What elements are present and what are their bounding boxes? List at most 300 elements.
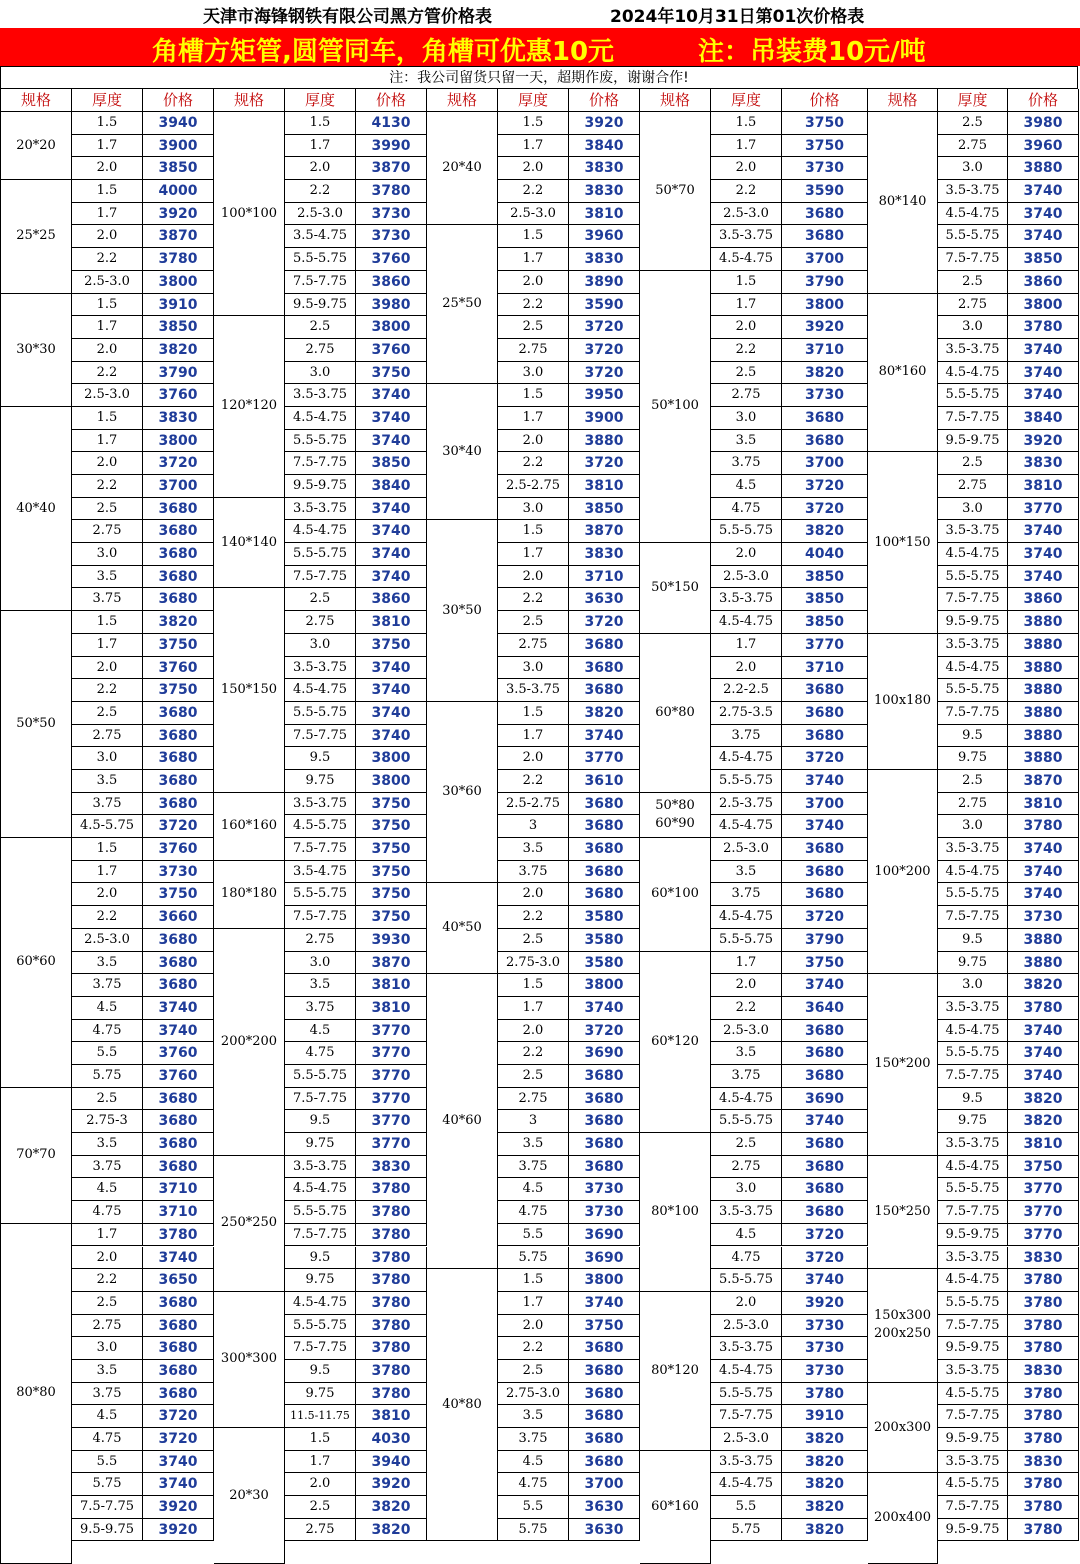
price-cell: 3770 — [1008, 1178, 1079, 1201]
thickness-cell: 3.5-3.75 — [711, 1451, 782, 1474]
thickness-cell: 2.2 — [72, 1269, 143, 1292]
thickness-cell: 7.5-7.75 — [938, 1405, 1008, 1428]
thickness-cell: 4.5-4.75 — [711, 906, 782, 929]
thickness-cell: 7.5-7.75 — [285, 452, 356, 475]
thickness-cell: 2.0 — [72, 883, 143, 906]
price-cell: 3910 — [143, 294, 214, 317]
price-cell: 3920 — [143, 1519, 214, 1542]
thickness-cell: 2.5 — [285, 588, 356, 611]
price-cell: 3850 — [356, 452, 427, 475]
thickness-cell: 1.7 — [72, 861, 143, 884]
thickness-cell: 2.5-2.75 — [498, 793, 569, 816]
spec-label: 60*100 — [640, 838, 711, 951]
thickness-cell: 1.5 — [711, 271, 782, 294]
thickness-cell: 2.5-3.0 — [711, 838, 782, 861]
price-cell: 3680 — [569, 1451, 640, 1474]
spec-label: 200x400 — [868, 1473, 938, 1564]
price-cell: 3630 — [569, 1496, 640, 1519]
spec-label: 160*160 — [214, 793, 285, 861]
price-cell: 3720 — [569, 339, 640, 362]
thickness-cell: 3.0 — [711, 1178, 782, 1201]
thickness-cell: 2.75 — [711, 384, 782, 407]
column-header: 厚度 — [938, 89, 1008, 112]
price-cell: 3740 — [143, 1473, 214, 1496]
price-cell: 3960 — [1008, 135, 1079, 158]
price-cell: 3680 — [782, 679, 868, 702]
thickness-cell: 2.75 — [285, 1519, 356, 1542]
thickness-cell: 4.5 — [72, 997, 143, 1020]
price-cell: 3800 — [356, 770, 427, 793]
thickness-cell: 3.0 — [498, 498, 569, 521]
price-cell: 3810 — [1008, 793, 1079, 816]
price-cell: 3880 — [1008, 725, 1079, 748]
price-cell: 3690 — [782, 1088, 868, 1111]
thickness-cell: 2.2 — [711, 180, 782, 203]
price-cell: 3770 — [356, 1110, 427, 1133]
price-cell: 3690 — [569, 1247, 640, 1270]
thickness-cell: 7.5-7.75 — [285, 271, 356, 294]
thickness-cell: 3.75 — [498, 861, 569, 884]
thickness-cell: 3.0 — [498, 657, 569, 680]
price-cell: 3780 — [1008, 1496, 1079, 1519]
price-cell: 3860 — [1008, 588, 1079, 611]
spec-label: 150*150 — [214, 588, 285, 792]
price-cell: 3810 — [569, 203, 640, 226]
column-header: 价格 — [356, 89, 427, 112]
thickness-cell: 3.75 — [711, 883, 782, 906]
thickness-cell: 3.5-3.75 — [938, 1451, 1008, 1474]
column-header: 规格 — [868, 89, 938, 112]
price-cell: 3710 — [782, 339, 868, 362]
price-cell: 3780 — [1008, 815, 1079, 838]
price-cell: 3780 — [356, 1315, 427, 1338]
spec-label: 200x300 — [868, 1383, 938, 1474]
spec-label: 150*200 — [868, 974, 938, 1156]
price-cell: 3850 — [1008, 248, 1079, 271]
thickness-cell: 9.5-9.75 — [938, 1428, 1008, 1451]
price-cell: 3740 — [356, 498, 427, 521]
price-cell: 3750 — [356, 906, 427, 929]
price-cell: 3810 — [569, 475, 640, 498]
thickness-cell: 2.0 — [72, 339, 143, 362]
price-cell: 3880 — [1008, 657, 1079, 680]
thickness-cell: 4.5 — [711, 1224, 782, 1247]
spec-label: 80*140 — [868, 112, 938, 294]
thickness-cell: 2.75 — [498, 1088, 569, 1111]
spec-label: 100*200 — [868, 770, 938, 974]
thickness-cell: 3.0 — [711, 407, 782, 430]
price-cell: 3740 — [1008, 838, 1079, 861]
price-cell: 3740 — [569, 725, 640, 748]
thickness-cell: 9.5 — [285, 1360, 356, 1383]
thickness-cell: 3.5-3.75 — [285, 1156, 356, 1179]
thickness-cell: 5.5-5.75 — [711, 770, 782, 793]
price-cell: 3680 — [569, 1337, 640, 1360]
spec-label: 80*100 — [640, 1133, 711, 1292]
thickness-cell: 5.5 — [711, 1496, 782, 1519]
price-cell: 3680 — [143, 1383, 214, 1406]
thickness-cell: 2.5 — [938, 770, 1008, 793]
thickness-cell: 3.5 — [72, 952, 143, 975]
price-cell: 3820 — [1008, 974, 1079, 997]
price-cell: 3680 — [143, 1360, 214, 1383]
price-cell: 3720 — [782, 1247, 868, 1270]
price-cell: 3820 — [782, 362, 868, 385]
column-header: 价格 — [782, 89, 868, 112]
thickness-cell: 2.5-3.0 — [72, 384, 143, 407]
thickness-cell: 5.5-5.75 — [938, 1292, 1008, 1315]
thickness-cell: 1.5 — [72, 294, 143, 317]
price-cell: 3680 — [782, 838, 868, 861]
thickness-cell: 2.2 — [498, 770, 569, 793]
price-cell: 3720 — [143, 452, 214, 475]
price-cell: 3920 — [1008, 430, 1079, 453]
thickness-cell: 2.2 — [285, 180, 356, 203]
price-cell: 3680 — [143, 1133, 214, 1156]
thickness-cell: 3.75 — [498, 1428, 569, 1451]
price-cell: 3740 — [356, 725, 427, 748]
price-cell: 3780 — [143, 248, 214, 271]
price-cell: 3680 — [782, 861, 868, 884]
price-cell: 3740 — [782, 815, 868, 838]
price-cell: 3980 — [356, 294, 427, 317]
thickness-cell: 9.5 — [938, 1088, 1008, 1111]
price-cell: 3760 — [143, 384, 214, 407]
thickness-cell: 9.5-9.75 — [938, 1519, 1008, 1542]
price-cell: 3580 — [569, 906, 640, 929]
price-cell: 3750 — [356, 838, 427, 861]
price-cell: 3820 — [1008, 1110, 1079, 1133]
thickness-cell: 4.5-4.75 — [711, 248, 782, 271]
thickness-cell: 1.5 — [72, 407, 143, 430]
price-cell: 3840 — [569, 135, 640, 158]
price-cell: 3680 — [143, 1315, 214, 1338]
price-cell: 3680 — [143, 725, 214, 748]
thickness-cell: 3.5 — [285, 974, 356, 997]
price-cell: 3820 — [782, 1473, 868, 1496]
price-cell: 3930 — [356, 929, 427, 952]
price-cell: 3880 — [1008, 702, 1079, 725]
thickness-cell: 3.5-3.75 — [711, 1201, 782, 1224]
price-cell: 3590 — [569, 294, 640, 317]
price-cell: 3720 — [143, 1428, 214, 1451]
price-cell: 3740 — [1008, 384, 1079, 407]
thickness-cell: 2.75-3.0 — [498, 952, 569, 975]
thickness-cell: 1.5 — [498, 1269, 569, 1292]
price-cell: 3750 — [782, 112, 868, 135]
price-cell: 3740 — [143, 1247, 214, 1270]
thickness-cell: 9.5-9.75 — [938, 1337, 1008, 1360]
thickness-cell: 5.5-5.75 — [711, 1269, 782, 1292]
price-cell: 3680 — [569, 861, 640, 884]
price-cell: 3680 — [143, 702, 214, 725]
thickness-cell: 3.0 — [498, 362, 569, 385]
price-cell: 3800 — [356, 316, 427, 339]
thickness-cell: 3.5 — [498, 838, 569, 861]
thickness-cell: 9.5 — [285, 1247, 356, 1270]
thickness-cell: 4.5 — [498, 1451, 569, 1474]
thickness-cell: 1.7 — [498, 407, 569, 430]
thickness-cell: 2.5 — [72, 498, 143, 521]
thickness-cell: 2.75 — [938, 294, 1008, 317]
thickness-cell: 5.5-5.75 — [711, 520, 782, 543]
price-cell: 3680 — [143, 566, 214, 589]
thickness-cell: 11.5-11.75 — [285, 1405, 356, 1428]
thickness-cell: 2.2 — [72, 362, 143, 385]
thickness-cell: 2.5-3.0 — [72, 271, 143, 294]
thickness-cell: 9.5-9.75 — [72, 1519, 143, 1542]
thickness-cell: 4.5-4.75 — [938, 1269, 1008, 1292]
price-cell: 3630 — [569, 588, 640, 611]
price-cell: 3800 — [143, 271, 214, 294]
price-cell: 3750 — [782, 952, 868, 975]
date-title: 2024年10月31日第01次价格表 — [610, 7, 865, 27]
thickness-cell: 3.75 — [72, 1383, 143, 1406]
thickness-cell: 5.5-5.75 — [285, 430, 356, 453]
thickness-cell: 3 — [498, 1110, 569, 1133]
thickness-cell: 2.0 — [498, 271, 569, 294]
price-cell: 3720 — [782, 906, 868, 929]
price-cell: 3780 — [356, 1201, 427, 1224]
price-cell: 3700 — [782, 452, 868, 475]
price-cell: 3860 — [1008, 271, 1079, 294]
price-cell: 3820 — [356, 1496, 427, 1519]
thickness-cell: 3.5-3.75 — [938, 1133, 1008, 1156]
price-cell: 3730 — [356, 203, 427, 226]
thickness-cell: 3.0 — [72, 1337, 143, 1360]
price-cell: 3780 — [1008, 1315, 1079, 1338]
thickness-cell: 9.5-9.75 — [285, 294, 356, 317]
thickness-cell: 2.75 — [72, 725, 143, 748]
thickness-cell: 2.0 — [711, 1292, 782, 1315]
thickness-cell: 3.75 — [72, 1156, 143, 1179]
thickness-cell: 1.7 — [498, 543, 569, 566]
thickness-cell: 2.2 — [72, 475, 143, 498]
thickness-cell: 4.5-4.75 — [938, 861, 1008, 884]
thickness-cell: 5.5 — [72, 1042, 143, 1065]
thickness-cell: 2.2 — [711, 997, 782, 1020]
spec-label: 60*120 — [640, 952, 711, 1134]
price-cell: 3720 — [569, 316, 640, 339]
price-cell: 3730 — [143, 861, 214, 884]
price-cell: 3810 — [356, 1405, 427, 1428]
thickness-cell: 2.75 — [711, 1156, 782, 1179]
thickness-cell: 3.75 — [498, 1156, 569, 1179]
price-cell: 4030 — [356, 1428, 427, 1451]
price-cell: 3880 — [569, 430, 640, 453]
thickness-cell: 3.75 — [711, 1065, 782, 1088]
thickness-cell: 2.5-3.0 — [711, 566, 782, 589]
thickness-cell: 4.5-4.75 — [711, 1360, 782, 1383]
thickness-cell: 7.5-7.75 — [72, 1496, 143, 1519]
price-cell: 3680 — [569, 1405, 640, 1428]
thickness-cell: 9.5 — [938, 725, 1008, 748]
price-cell: 3740 — [356, 430, 427, 453]
spec-label: 50*80 60*90 — [640, 793, 711, 838]
price-cell: 3680 — [569, 1156, 640, 1179]
thickness-cell: 3.0 — [938, 815, 1008, 838]
price-cell: 3590 — [782, 180, 868, 203]
thickness-cell: 9.5 — [938, 929, 1008, 952]
thickness-cell: 9.75 — [285, 1269, 356, 1292]
thickness-cell: 3.5 — [72, 566, 143, 589]
thickness-cell: 2.0 — [498, 747, 569, 770]
price-cell: 3730 — [569, 1201, 640, 1224]
price-cell: 3730 — [356, 225, 427, 248]
thickness-cell: 2.5-3.0 — [285, 203, 356, 226]
price-cell: 3740 — [1008, 861, 1079, 884]
thickness-cell: 7.5-7.75 — [285, 906, 356, 929]
price-cell: 4000 — [143, 180, 214, 203]
thickness-cell: 3.5-3.75 — [938, 520, 1008, 543]
price-cell: 3920 — [143, 203, 214, 226]
thickness-cell: 2.5 — [498, 1360, 569, 1383]
price-cell: 3800 — [569, 974, 640, 997]
thickness-cell: 2.2 — [498, 906, 569, 929]
thickness-cell: 4.75 — [72, 1201, 143, 1224]
thickness-cell: 4.5 — [72, 1405, 143, 1428]
price-cell: 3920 — [569, 112, 640, 135]
thickness-cell: 7.5-7.75 — [938, 906, 1008, 929]
thickness-cell: 2.5 — [938, 112, 1008, 135]
price-cell: 3880 — [1008, 952, 1079, 975]
thickness-cell: 4.5-4.75 — [938, 1020, 1008, 1043]
price-cell: 3780 — [1008, 997, 1079, 1020]
thickness-cell: 3.75 — [72, 588, 143, 611]
price-cell: 3750 — [1008, 1156, 1079, 1179]
price-cell: 3800 — [356, 747, 427, 770]
spec-label: 50*100 — [640, 271, 711, 543]
thickness-cell: 3.0 — [285, 362, 356, 385]
thickness-cell: 7.5-7.75 — [938, 588, 1008, 611]
thickness-cell: 3.5-4.75 — [285, 861, 356, 884]
thickness-cell: 3.5-3.75 — [938, 339, 1008, 362]
price-cell: 3770 — [1008, 1201, 1079, 1224]
thickness-cell: 2.5 — [711, 362, 782, 385]
price-cell: 3800 — [1008, 294, 1079, 317]
thickness-cell: 1.7 — [711, 952, 782, 975]
thickness-cell: 3.0 — [72, 543, 143, 566]
thickness-cell: 3.5-3.75 — [938, 1247, 1008, 1270]
thickness-cell: 3.5 — [72, 770, 143, 793]
price-cell: 3750 — [143, 634, 214, 657]
thickness-cell: 1.7 — [72, 430, 143, 453]
thickness-cell: 4.75 — [72, 1428, 143, 1451]
thickness-cell: 2.5 — [72, 1292, 143, 1315]
thickness-cell: 3 — [498, 815, 569, 838]
price-cell: 3720 — [569, 362, 640, 385]
price-cell: 3770 — [356, 1042, 427, 1065]
thickness-cell: 3.0 — [938, 316, 1008, 339]
price-cell: 3770 — [356, 1065, 427, 1088]
thickness-cell: 2.5-3.0 — [711, 1020, 782, 1043]
thickness-cell: 2.0 — [498, 1315, 569, 1338]
price-cell: 3680 — [569, 883, 640, 906]
thickness-cell: 5.5-5.75 — [285, 248, 356, 271]
spec-label: 80*160 — [868, 294, 938, 453]
thickness-cell: 2.0 — [711, 316, 782, 339]
thickness-cell: 2.0 — [711, 157, 782, 180]
thickness-cell: 9.5-9.75 — [938, 430, 1008, 453]
spec-label: 20*30 — [214, 1428, 285, 1564]
thickness-cell: 5.75 — [72, 1065, 143, 1088]
price-cell: 3750 — [569, 1315, 640, 1338]
thickness-cell: 2.0 — [72, 452, 143, 475]
thickness-cell: 4.5-4.75 — [711, 611, 782, 634]
thickness-cell: 4.5-4.75 — [938, 543, 1008, 566]
price-cell: 3740 — [1008, 225, 1079, 248]
spec-label: 140*140 — [214, 498, 285, 589]
thickness-cell: 1.7 — [711, 135, 782, 158]
thickness-cell: 2.5 — [938, 452, 1008, 475]
thickness-cell: 2.5 — [498, 316, 569, 339]
thickness-cell: 7.5-7.75 — [285, 725, 356, 748]
thickness-cell: 4.5 — [711, 475, 782, 498]
price-cell: 3870 — [143, 225, 214, 248]
spec-label: 30*30 — [0, 294, 72, 407]
price-cell: 3750 — [356, 793, 427, 816]
price-cell: 3850 — [782, 566, 868, 589]
price-cell: 3680 — [569, 634, 640, 657]
spec-label: 20*40 — [427, 112, 498, 225]
price-cell: 3780 — [782, 1383, 868, 1406]
price-cell: 3580 — [569, 952, 640, 975]
price-cell: 3760 — [143, 1065, 214, 1088]
thickness-cell: 2.2 — [72, 679, 143, 702]
thickness-cell: 5.5-5.75 — [711, 1110, 782, 1133]
thickness-cell: 3.5 — [711, 1042, 782, 1065]
thickness-cell: 2.0 — [711, 974, 782, 997]
price-cell: 3740 — [1008, 520, 1079, 543]
thickness-cell: 9.75 — [938, 1110, 1008, 1133]
thickness-cell: 5.5-5.75 — [711, 929, 782, 952]
thickness-cell: 3.5-3.75 — [938, 634, 1008, 657]
thickness-cell: 2.75 — [938, 135, 1008, 158]
thickness-cell: 4.5-4.75 — [938, 657, 1008, 680]
price-cell: 3740 — [356, 702, 427, 725]
price-cell: 3980 — [1008, 112, 1079, 135]
thickness-cell: 1.7 — [285, 135, 356, 158]
thickness-cell: 5.5-5.75 — [938, 1178, 1008, 1201]
price-cell: 3760 — [143, 1042, 214, 1065]
price-cell: 3740 — [782, 770, 868, 793]
thickness-cell: 5.75 — [498, 1247, 569, 1270]
thickness-cell: 2.2 — [498, 180, 569, 203]
thickness-cell: 5.5-5.75 — [938, 384, 1008, 407]
thickness-cell: 2.5-2.75 — [498, 475, 569, 498]
thickness-cell: 2.0 — [72, 225, 143, 248]
price-cell: 3820 — [782, 1519, 868, 1542]
thickness-cell: 3.5 — [711, 430, 782, 453]
price-cell: 3840 — [1008, 407, 1079, 430]
thickness-cell: 5.5-5.75 — [938, 566, 1008, 589]
column-header: 规格 — [0, 89, 72, 112]
price-cell: 3710 — [143, 1201, 214, 1224]
spec-label: 60*80 — [640, 634, 711, 793]
price-cell: 3730 — [569, 1178, 640, 1201]
column-header: 规格 — [640, 89, 711, 112]
thickness-cell: 2.2 — [498, 1337, 569, 1360]
thickness-cell: 4.75 — [498, 1201, 569, 1224]
thickness-cell: 9.5 — [285, 1110, 356, 1133]
price-cell: 3680 — [569, 1065, 640, 1088]
thickness-cell: 2.0 — [72, 1247, 143, 1270]
price-cell: 3700 — [782, 793, 868, 816]
price-cell: 3680 — [569, 679, 640, 702]
thickness-cell: 4.75 — [285, 1042, 356, 1065]
price-cell: 3740 — [356, 543, 427, 566]
company-title: 天津市海锋钢铁有限公司黑方管价格表 — [203, 7, 492, 27]
